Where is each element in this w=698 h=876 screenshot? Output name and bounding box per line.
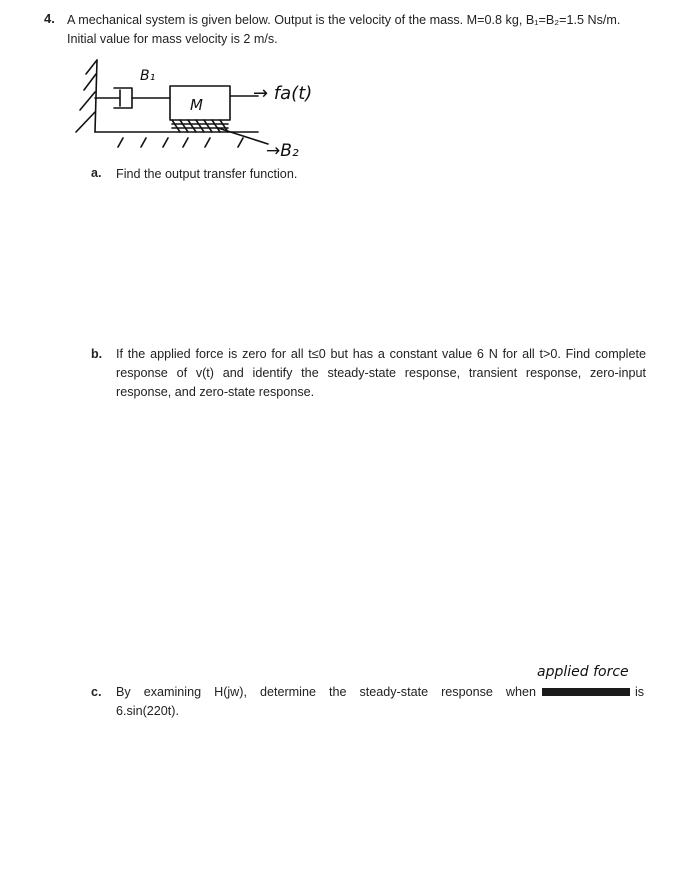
- b1-label: B₁: [140, 68, 156, 84]
- part-b-line-1: If the applied force is zero for all t≤0 but has a constant value 6 N for all t>0. Find complete: [116, 347, 646, 361]
- handwritten-applied-force-text: applied force: [537, 664, 629, 680]
- question-text-line-2: Initial value for mass velocity is 2 m/s.: [67, 32, 278, 46]
- question-number: 4.: [44, 11, 55, 26]
- mass-label: M: [190, 96, 203, 114]
- part-c-line-1-after: is: [635, 685, 645, 699]
- force-label: → fa(t): [253, 83, 313, 104]
- ground-hatching: [118, 138, 243, 147]
- part-b-letter: b.: [91, 347, 103, 361]
- part-c-line-1-before: By examining H(jw), determine the steady-state response when: [116, 685, 536, 699]
- part-a-letter: a.: [91, 166, 102, 180]
- wall-hatching: [76, 60, 97, 132]
- mechanical-system-diagram: [68, 52, 368, 170]
- part-c-line-2: 6.sin(220t).: [116, 704, 179, 718]
- b2-pointer-line: [218, 128, 268, 144]
- b2-label: →B₂: [266, 141, 299, 161]
- part-a-text: Find the output transfer function.: [116, 167, 298, 181]
- part-c-letter: c.: [91, 685, 102, 699]
- question-text-line-1: A mechanical system is given below. Output is the velocity of the mass. M=0.8 kg, B₁=B₂=1.5 Ns/m.: [67, 13, 621, 27]
- part-b-line-2: response of v(t) and identify the steady-state response, transient response, zero-input: [116, 366, 646, 380]
- friction-hatching: [172, 120, 228, 132]
- handwritten-annotation: [535, 658, 645, 698]
- part-b-line-3: response, and zero-state response.: [116, 385, 315, 399]
- wall-line: [95, 60, 97, 132]
